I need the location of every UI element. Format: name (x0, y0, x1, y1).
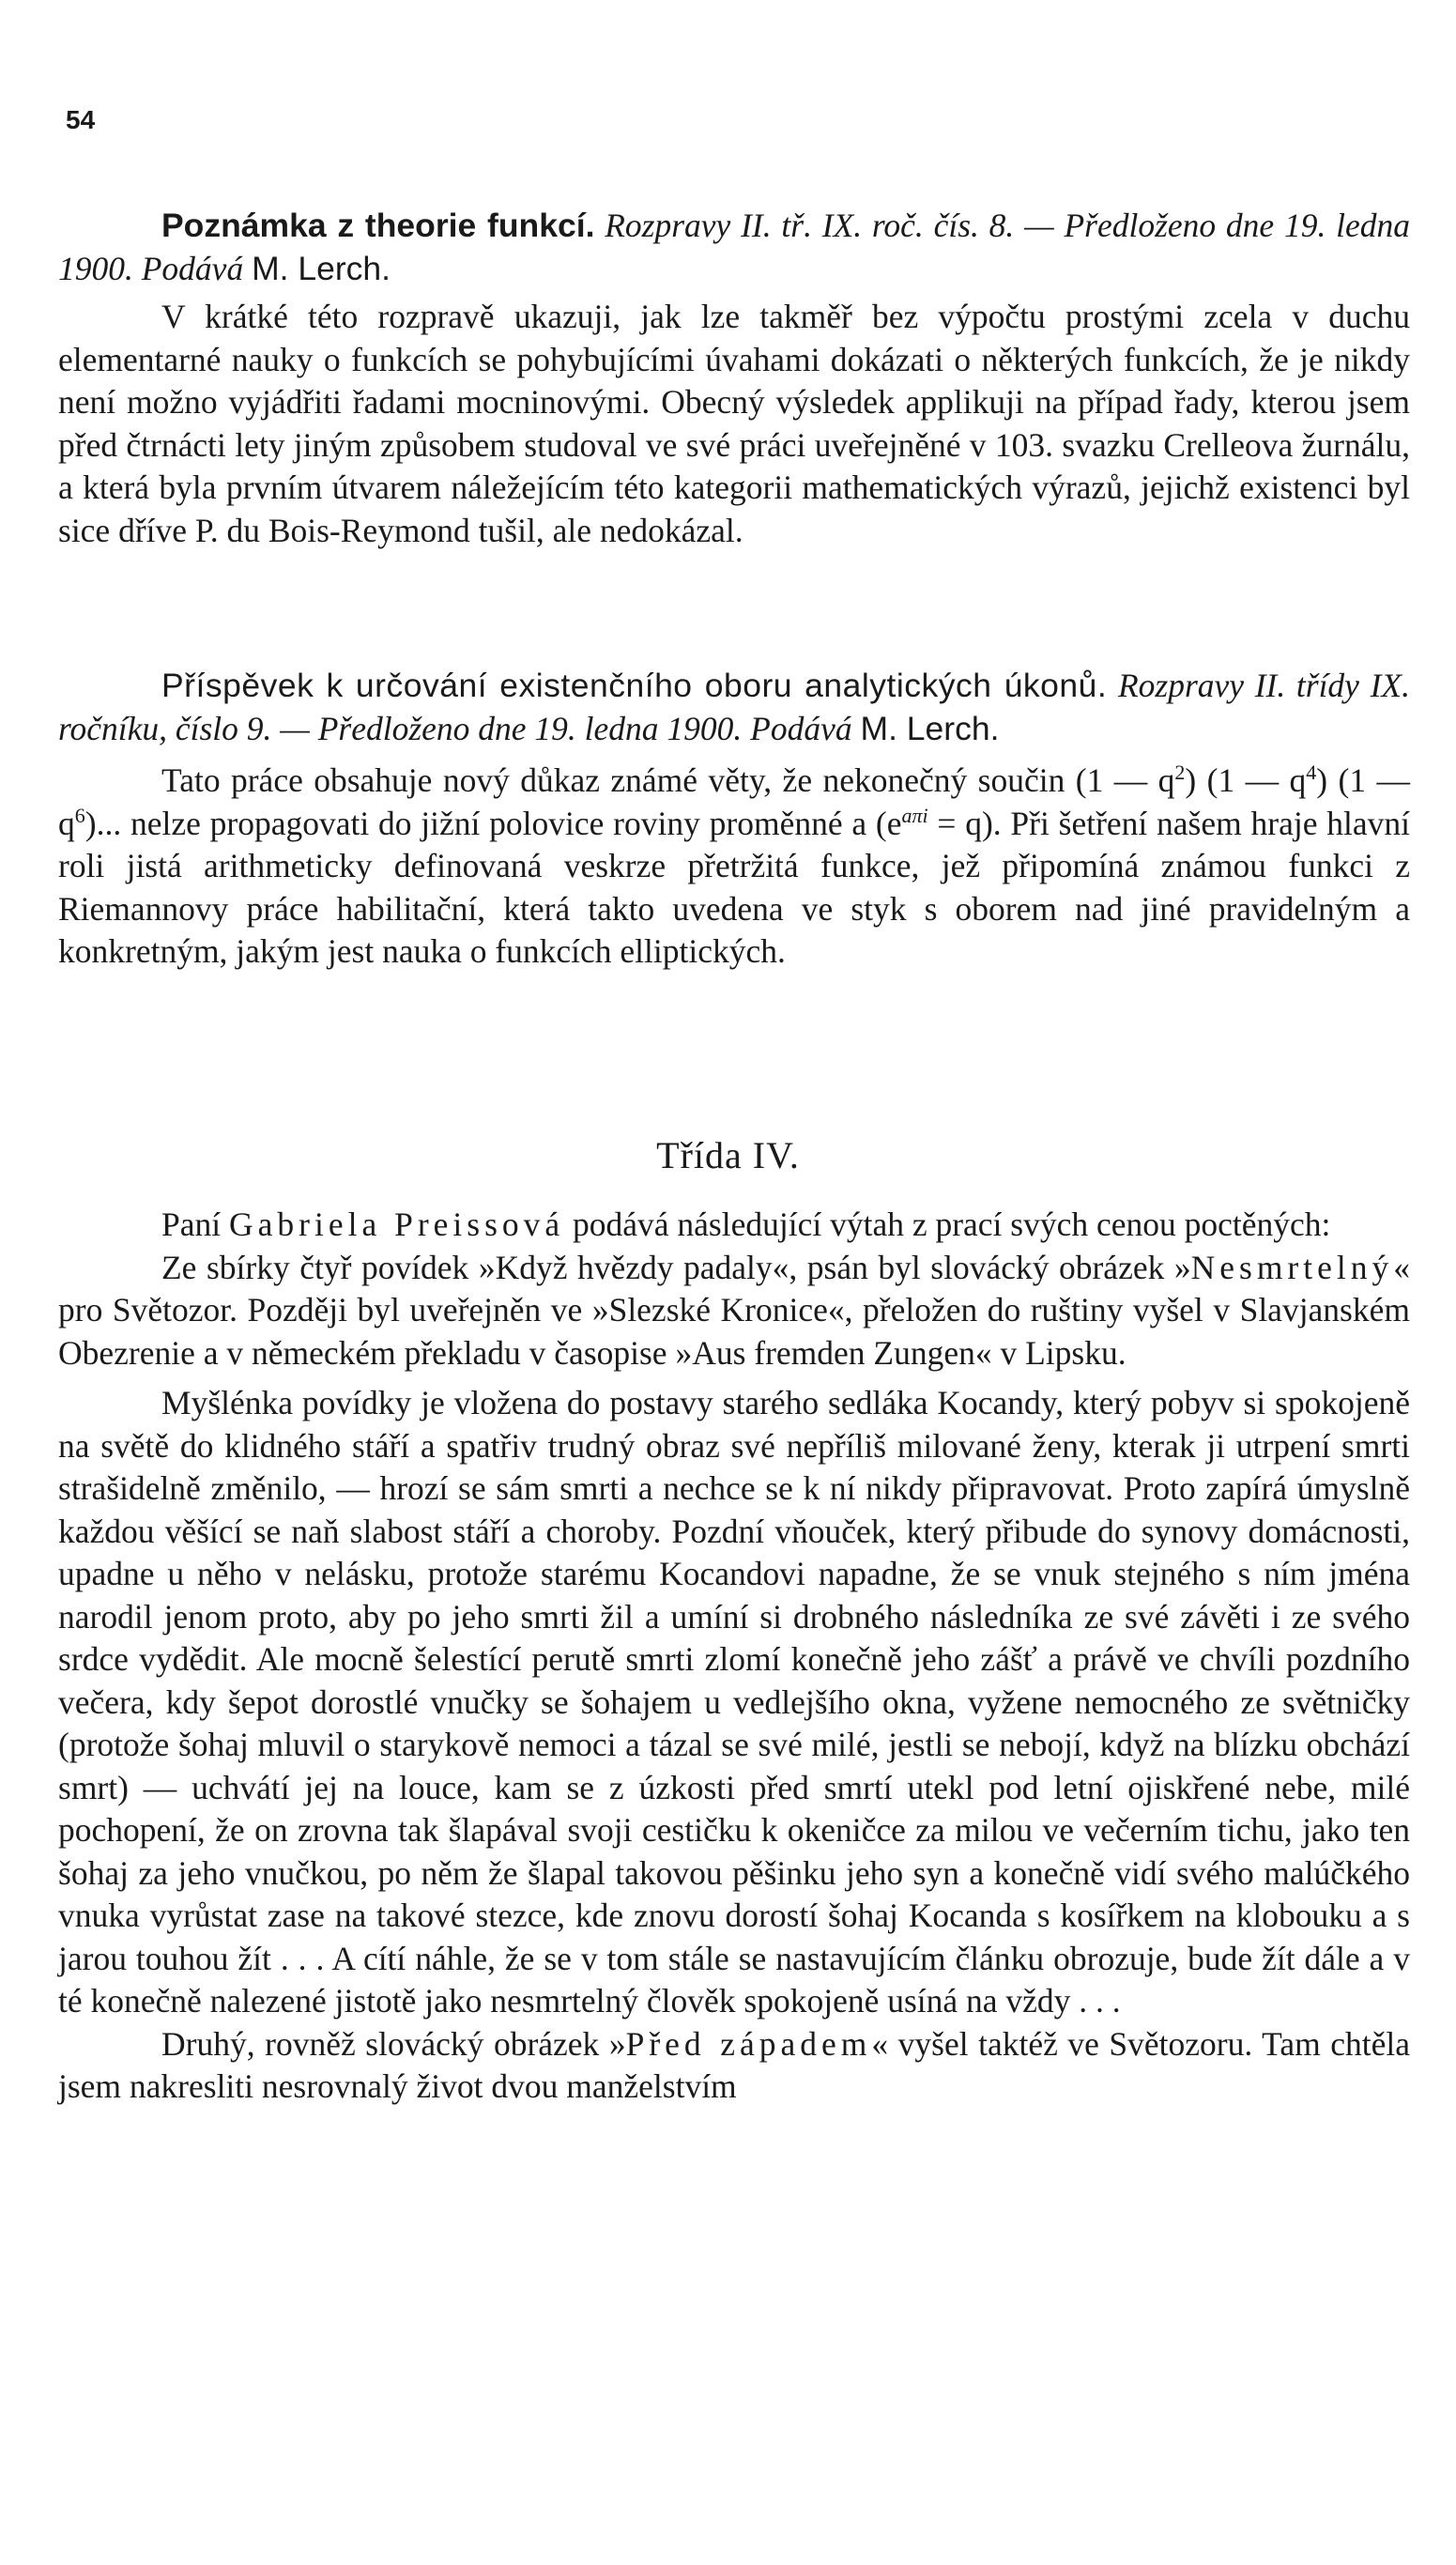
paragraph-text: Ze sbírky čtyř povídek »Když hvězdy padaly«, psán byl slovácký obrázek » (161, 1248, 1191, 1286)
abstract-text: )... nelze propagovati do jižní polovice roviny proměnné a (e (84, 804, 902, 842)
abstract-text: = q). Při šetření našem hraje hlavní roli jistá arithmeticky definovaná veskrze přetržitá funkce, jež připomíná známou funkci z Riemannovy práce habilitační, která takto uvedena ve styk s oborem nad jiné pravidelným a konkretným, jakým jest nauka o funkcích elliptických. (58, 804, 1410, 970)
exponent: 6 (74, 803, 85, 827)
exponent: 4 (1306, 760, 1317, 785)
paragraph (58, 1247, 1410, 1375)
entry-title: Poznámka z theorie funkcí. (161, 207, 595, 244)
work-title: Před západem (625, 2024, 872, 2063)
section-heading: Třída IV. (656, 1134, 800, 1176)
abstract-text: ) (1 — q (58, 761, 1410, 842)
entry-heading (58, 665, 1410, 750)
paragraph (58, 2023, 1410, 2109)
exponent: aπi (901, 803, 928, 827)
entry-prispevek (58, 665, 1410, 974)
entry-title: Příspěvek k určování existenčního oboru analytických úkonů. (161, 667, 1108, 704)
entry-author: M. Lerch. (860, 709, 1000, 747)
work-title: Nesmrtelný (1190, 1248, 1394, 1286)
paragraph (58, 1204, 1410, 1247)
paragraph: Myšlénka povídky je vložena do postavy starého sedláka Kocandy, který pobyv si spokojeně na světě do klidného stáří a spatřiv trudný obraz své nepříliš milované ženy, kterak ji utrpení smrti strašidelně změnilo, — hrozí se sám smrti a nechce se k ní nikdy připravovat. Proto zapírá úmyslně každou věšící se naň slabost stáří a choroby. Pozdní vňouček, který přibude do synovy domácnosti, upadne u něho v nelásku, protože starému Kocandovi napadne, že se vnuk stejného s ním jména narodil jenom proto, aby po jeho smrti žil a umíní si drobného následníka ze své závěti i ze svého srdce vydědit. Ale mocně šelestící perutě smrti zlomí konečně jeho zášť a právě ve chvíli pozdního večera, kdy šepot dorostlé vnučky se šohajem u vedlejšího okna, vyžene nemocného ze světničky (protože šohaj mluvil o starykově nemoci a tázal se své milé, jestli se nebojí, když na blízku obchází smrt) — uchvátí jej na louce, kam se z úzkosti před smrtí utekl pod letní ojiskřené nebe, milé pochopení, že on zrovna tak šlapával svoji cestičku k okeničce za milou ve večerním tichu, jako ten šohaj za jeho vnučkou, po něm že šlapal takovou pěšinku jeho syn a konečně vidí svého malúčkého vnuka vyrůstat zase na takové stezce, kde znovu dorostí šohaj Kocanda s kosířkem na klobouku a s jarou touhou žít . . . A cítí náhle, že se v tom stále se nastavujícím článku obrozuje, bude žít dále a v té konečně nalezené jistotě jako nesmrtelný člověk spokojeně usíná na vždy . . . (58, 1384, 1410, 2020)
entry-heading (58, 205, 1410, 290)
entry-author: M. Lerch. (252, 249, 391, 287)
author-name: Gabriela Preissová (229, 1206, 565, 1243)
paragraph-text: Paní (161, 1206, 222, 1243)
paragraph-text: Druhý, rovněž slovácký obrázek » (161, 2024, 626, 2063)
entry-abstract: V krátké této rozpravě ukazuji, jak lze takměř bez výpočtu prostými zcela v duchu elementarné nauky o funkcích se pohybujícími úvahami dokázati o některých funkcích, že je nikdy není možno vyjádřiti řadami mocninovými. Obecný výsledek applikuji na případ řady, kterou jsem před čtrnácti lety jiným způsobem studoval ve své práci uveřejněné v 103. svazku Crelleova žurnálu, a která byla prvním útvarem náležejícím této kategorii mathematických výrazů, jejichž existenci byl sice dříve P. du Bois-Reymond tušil, ale nedokázal. (58, 298, 1410, 549)
entry-source: Rozpravy II. tř. IX. roč. čís. 8. — Předloženo dne 19. ledna 1900. Podává (58, 207, 1411, 287)
entry-source: Rozpravy II. třídy IX. ročníku, číslo 9. — Předloženo dne 19. ledna 1900. Podává (58, 667, 1410, 747)
entry-preissova (58, 1204, 1410, 2109)
exponent: 2 (1174, 760, 1186, 785)
paragraph-text: « pro Světozor. Později byl uveřejněn ve »Slezské Kronice«, přeložen do ruštiny vyšel v Slavjanském Obezrenie a v německém překladu v časopise »Aus fremden Zungen« v Lipsku. (58, 1248, 1410, 1372)
paragraph-text: « vyšel taktéž ve Světozoru. Tam chtěla jsem nakresliti nesrovnalý život dvou manželstvím (58, 2024, 1410, 2105)
page-number: 54 (66, 105, 96, 134)
paragraph-text: podává následující výtah z prací svých cenou poctěných: (573, 1206, 1331, 1243)
abstract-text: ) (1 — q (1185, 761, 1307, 799)
abstract-text: Tato práce obsahuje nový důkaz známé věty, že nekonečný součin (1 — q (161, 761, 1175, 799)
entry-abstract (58, 760, 1410, 974)
entry-poznamka (58, 205, 1410, 552)
